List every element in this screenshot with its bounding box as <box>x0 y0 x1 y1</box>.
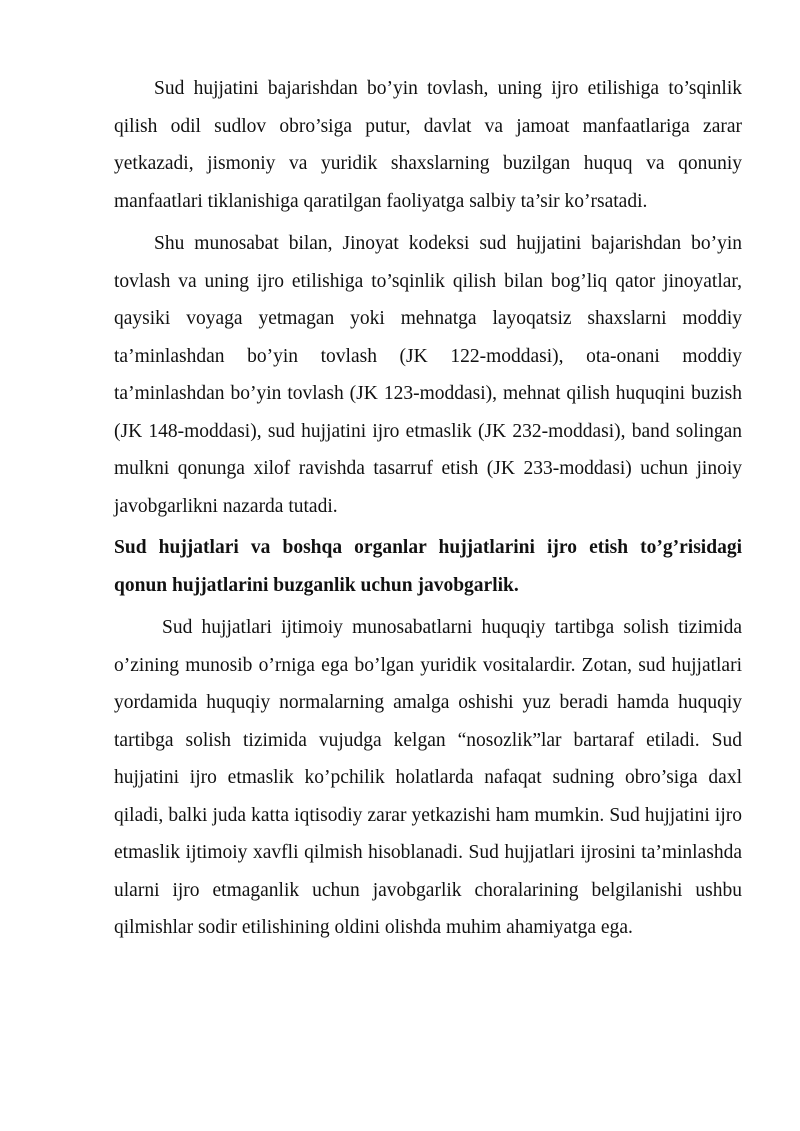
paragraph-evasion-consequences: Sud hujjatini bajarishdan bo’yin tovlash, uning ijro etilishiga to’sqinlik qilish odil sudlov obro’siga putur, davlat va jamoat manfaatlariga zarar yetkazadi, jismoniy va yuridik shaxslarning buzilgan huquq va qonuniy manfaatlari tiklanishiga qaratilgan faoliyatga salbiy ta’sir ko’rsatadi. <box>114 78 742 212</box>
paragraph-court-documents-role: Sud hujjatlari ijtimoiy munosabatlarni huquqiy tartibga solish tizimida o’zining munosib o’rniga ega bo’lgan yuridik vositalardir. Zotan, sud hujjatlari yordamida huquqiy normalarning amalga oshishi yuz beradi hamda huquqiy tartibga solish tizimida vujudga kelgan “nosozlik”lar bartaraf etiladi. Sud hujjatini ijro etmaslik ko’pchilik holatlarda nafaqat sudning obro’siga daxl qiladi, balki juda katta iqtisodiy zarar yetkazishi ham mumkin. Sud hujjatini ijro etmaslik ijtimoiy xavfli qilmish hisoblanadi. Sud hujjatlari ijrosini ta’minlashda ularni ijro etmaganlik uchun javobgarlik choralarining belgilanishi ushbu qilmishlar sodir etilishining oldini olishda muhim ahamiyatga ega. <box>114 617 742 938</box>
paragraph-criminal-code-articles: Shu munosabat bilan, Jinoyat kodeksi sud hujjatini bajarishdan bo’yin tovlash va uning ijro etilishiga to’sqinlik qilish bilan bog’liq qator jinoyatlar, qaysiki voyaga yetmagan yoki mehnatga layoqatsiz shaxslarni moddiy ta’minlashdan bo’yin tovlash (JK 122-moddasi), ota-onani moddiy ta’minlashdan bo’yin tovlash (JK 123-moddasi), mehnat qilish huquqini buzish (JK 148-moddasi), sud hujjatini ijro etmaslik (JK 232-moddasi), band solingan mulkni qonunga xilof ravishda tasarruf etish (JK 233-moddasi) uchun jinoiy javobgarlikni nazarda tutadi. <box>114 233 742 517</box>
document-body <box>114 70 742 947</box>
section-heading: Sud hujjatlari va boshqa organlar hujjatlarini ijro etish to’g’risidagi qonun hujjatlarini buzganlik uchun javobgarlik. <box>114 537 742 596</box>
